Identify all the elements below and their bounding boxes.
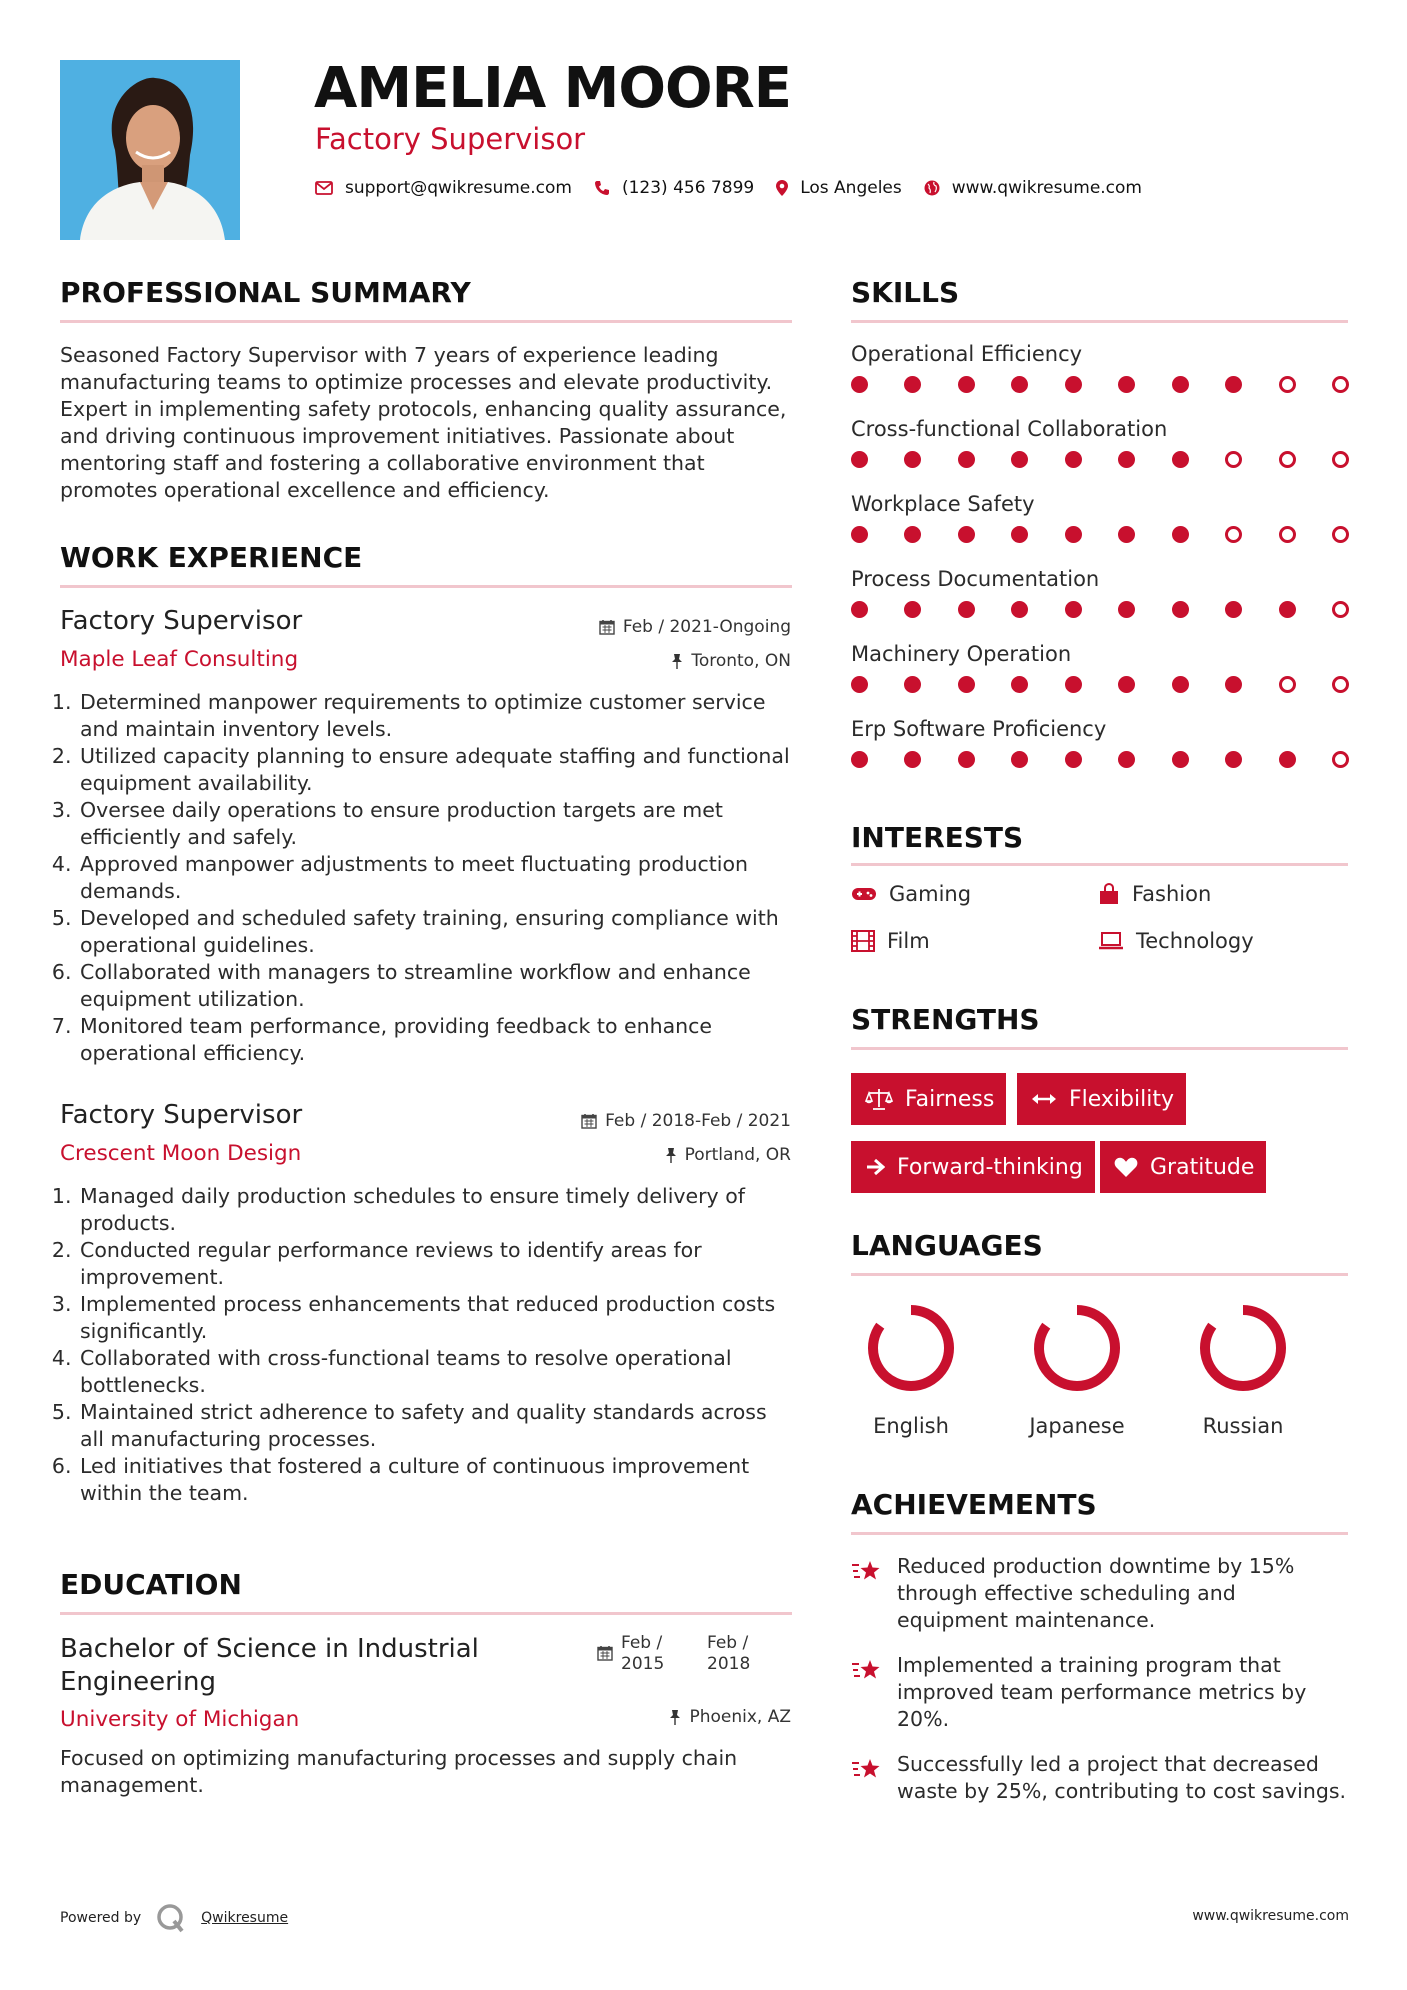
rating-dot-filled: [1011, 601, 1028, 618]
rating-dot-empty: [1332, 376, 1349, 393]
job-company: Maple Leaf Consulting: [60, 647, 299, 672]
interest-label: Technology: [1136, 929, 1254, 953]
job-dates: [581, 1111, 791, 1131]
footer-website[interactable]: www.qwikresume.com: [1192, 1908, 1349, 1924]
rating-dot-filled: [904, 376, 921, 393]
shooting-star-icon: [851, 1656, 883, 1684]
interest-film: [851, 929, 930, 953]
school-name: University of Michigan: [60, 1707, 300, 1732]
language-label: Japanese: [1029, 1414, 1125, 1438]
job-title: Factory Supervisor: [60, 606, 303, 636]
language-progress-arc: [873, 1310, 949, 1386]
rating-dot-filled: [851, 676, 868, 693]
summary-heading: PROFESSIONAL SUMMARY: [60, 276, 471, 309]
education-date-end: Feb / 2018: [707, 1633, 751, 1674]
skill-name: Operational Efficiency: [851, 342, 1083, 366]
skill-rating: [851, 601, 1349, 618]
language-item: [851, 1300, 971, 1438]
achievement-item: [851, 1652, 1348, 1733]
rating-dot-filled: [1172, 526, 1189, 543]
rating-dot-filled: [1065, 601, 1082, 618]
skills-list: [851, 342, 1351, 792]
language-item: [1017, 1300, 1137, 1438]
job-dates-text: Feb / 2021-Ongoing: [622, 617, 791, 637]
strength-label: Gratitude: [1150, 1154, 1255, 1180]
job-dates-text: Feb / 2018-Feb / 2021: [605, 1111, 791, 1131]
education-description: Focused on optimizing manufacturing processes and supply chain management.: [60, 1746, 738, 1797]
rating-dot-filled: [1011, 676, 1028, 693]
interests-heading: INTERESTS: [851, 821, 1024, 854]
rating-dot-empty: [1332, 751, 1349, 768]
gamepad-icon: [851, 886, 877, 902]
pushpin-icon: [665, 1147, 677, 1163]
achievement-item: [851, 1751, 1348, 1805]
skill-rating: [851, 751, 1349, 768]
language-progress-ring: [1017, 1300, 1137, 1396]
rating-dot-filled: [851, 376, 868, 393]
list-item: 3. Implemented process enhancements that reduced production costs significantly.: [78, 1291, 795, 1345]
language-label: Russian: [1202, 1414, 1284, 1438]
location-text: Los Angeles: [800, 178, 902, 198]
rating-dot-filled: [1225, 676, 1242, 693]
rating-dot-empty: [1332, 451, 1349, 468]
rating-dot-empty: [1279, 451, 1296, 468]
skill-rating: [851, 526, 1349, 543]
rating-dot-filled: [1011, 751, 1028, 768]
languages-heading: LANGUAGES: [851, 1229, 1043, 1262]
rating-dot-filled: [958, 376, 975, 393]
language-progress-arc: [1039, 1310, 1115, 1386]
achievements-heading: ACHIEVEMENTS: [851, 1488, 1097, 1521]
rating-dot-filled: [1118, 751, 1135, 768]
summary-divider: [60, 320, 792, 323]
skill-name: Process Documentation: [851, 567, 1100, 591]
envelope-icon: [315, 181, 333, 195]
laptop-icon: [1098, 931, 1124, 951]
skill-name: Workplace Safety: [851, 492, 1035, 516]
skill-row: [851, 417, 1351, 492]
skill-row: [851, 567, 1351, 642]
globe-icon: [924, 180, 940, 196]
rating-dot-empty: [1279, 376, 1296, 393]
languages-divider: [851, 1273, 1348, 1276]
qwikresume-link[interactable]: Qwikresume: [201, 1910, 289, 1926]
rating-dot-empty: [1225, 451, 1242, 468]
rating-dot-filled: [904, 601, 921, 618]
skill-name: Cross-functional Collaboration: [851, 417, 1168, 441]
calendar-icon: [599, 619, 615, 635]
skill-row: [851, 717, 1351, 792]
rating-dot-filled: [958, 451, 975, 468]
skill-row: [851, 342, 1351, 417]
candidate-name: AMELIA MOORE: [314, 56, 791, 121]
rating-dot-empty: [1279, 676, 1296, 693]
achievement-text: Successfully led a project that decreased waste by 25%, contributing to cost savings.: [897, 1752, 1347, 1803]
contact-location: [776, 178, 902, 198]
summary-text: Seasoned Factory Supervisor with 7 years of experience leading manufacturing teams to optimize processes and elevate productivity. Expert in implementing safety protocols, enhancing quality assurance, and driving continuous improvement initiatives. Passionate about mentoring staff and fostering a collaborative environment that promotes operational excellence and efficiency.: [60, 343, 787, 502]
interests-divider: [851, 863, 1348, 866]
language-progress-arc: [1205, 1310, 1281, 1386]
balance-scale-icon: [865, 1087, 893, 1111]
rating-dot-filled: [1225, 376, 1242, 393]
contact-website[interactable]: [924, 178, 1142, 198]
strength-badge: [851, 1073, 1006, 1125]
achievement-text: Implemented a training program that improved team performance metrics by 20%.: [897, 1653, 1307, 1731]
rating-dot-filled: [1172, 451, 1189, 468]
rating-dot-filled: [1118, 526, 1135, 543]
rating-dot-filled: [1065, 676, 1082, 693]
list-item: 1. Determined manpower requirements to optimize customer service and maintain inventory levels.: [78, 689, 795, 743]
languages-list: [851, 1300, 1351, 1450]
skill-rating: [851, 451, 1349, 468]
job-company: Crescent Moon Design: [60, 1141, 302, 1166]
footer-powered-by: [60, 1902, 288, 1934]
job-location: [671, 651, 791, 671]
shopping-bag-icon: [1098, 883, 1120, 905]
interest-label: Film: [887, 929, 930, 953]
contact-phone[interactable]: [594, 178, 754, 198]
rating-dot-filled: [1172, 751, 1189, 768]
list-item: 3. Oversee daily operations to ensure production targets are met efficiently and safely.: [78, 797, 795, 851]
list-item: 6. Led initiatives that fostered a culture of continuous improvement within the team.: [78, 1453, 795, 1507]
education-location: [669, 1707, 791, 1727]
degree-title: Bachelor of Science in Industrial Engineering: [60, 1634, 479, 1697]
job-location: [665, 1145, 791, 1165]
rating-dot-filled: [1118, 676, 1135, 693]
pushpin-icon: [671, 653, 683, 669]
strength-badge: [1017, 1073, 1186, 1125]
list-item: 1. Managed daily production schedules to ensure timely delivery of products.: [78, 1183, 795, 1237]
education-divider: [60, 1612, 792, 1615]
rating-dot-filled: [851, 526, 868, 543]
job-location-text: Portland, OR: [684, 1145, 791, 1165]
job-title: Factory Supervisor: [60, 1100, 303, 1130]
strengths-divider: [851, 1047, 1348, 1050]
interest-fashion: [1098, 882, 1211, 906]
interest-technology: [1098, 929, 1254, 953]
education-date-start: Feb / 2015: [621, 1633, 665, 1674]
rating-dot-filled: [1118, 451, 1135, 468]
rating-dot-filled: [851, 751, 868, 768]
rating-dot-filled: [958, 676, 975, 693]
map-pin-icon: [776, 180, 788, 196]
rating-dot-filled: [1118, 376, 1135, 393]
candidate-title: Factory Supervisor: [315, 122, 586, 156]
calendar-icon: [581, 1113, 597, 1129]
rating-dot-filled: [958, 751, 975, 768]
rating-dot-empty: [1332, 601, 1349, 618]
rating-dot-empty: [1332, 676, 1349, 693]
contact-email[interactable]: [315, 178, 572, 198]
film-icon: [851, 930, 875, 952]
rating-dot-filled: [1225, 751, 1242, 768]
strengths-heading: STRENGTHS: [851, 1003, 1040, 1036]
email-text: support@qwikresume.com: [345, 178, 572, 198]
rating-dot-filled: [1172, 376, 1189, 393]
powered-by-label: Powered by: [60, 1910, 142, 1926]
rating-dot-filled: [904, 751, 921, 768]
rating-dot-empty: [1225, 526, 1242, 543]
heart-icon: [1114, 1157, 1138, 1178]
rating-dot-filled: [958, 526, 975, 543]
rating-dot-filled: [1172, 676, 1189, 693]
shooting-star-icon: [851, 1557, 883, 1585]
phone-text: (123) 456 7899: [621, 178, 755, 198]
arrows-horizontal-icon: [1031, 1092, 1057, 1106]
strength-label: Fairness: [905, 1086, 995, 1112]
rating-dot-filled: [1011, 526, 1028, 543]
education-heading: EDUCATION: [60, 1568, 242, 1601]
profile-photo: [60, 60, 240, 240]
qwikresume-logo-icon: [155, 1902, 187, 1934]
language-progress-ring: [1183, 1300, 1303, 1396]
rating-dot-filled: [851, 601, 868, 618]
rating-dot-filled: [1279, 601, 1296, 618]
rating-dot-filled: [851, 451, 868, 468]
contact-bar: [315, 178, 1164, 198]
skill-row: [851, 642, 1351, 717]
experience-divider: [60, 585, 792, 588]
strength-label: Flexibility: [1069, 1086, 1174, 1112]
skills-heading: SKILLS: [851, 276, 960, 309]
skill-name: Machinery Operation: [851, 642, 1072, 666]
list-item: 2. Conducted regular performance reviews to identify areas for improvement.: [78, 1237, 795, 1291]
shooting-star-icon: [851, 1755, 883, 1783]
rating-dot-filled: [904, 451, 921, 468]
rating-dot-filled: [1011, 451, 1028, 468]
strength-badge: [851, 1141, 1095, 1193]
job-location-text: Toronto, ON: [691, 651, 791, 671]
list-item: 7. Monitored team performance, providing feedback to enhance operational efficiency.: [78, 1013, 795, 1067]
education-location-text: Phoenix, AZ: [689, 1707, 791, 1727]
pushpin-icon: [669, 1709, 681, 1725]
skill-rating: [851, 676, 1349, 693]
achievement-item: [851, 1553, 1348, 1634]
rating-dot-filled: [904, 526, 921, 543]
rating-dot-empty: [1332, 526, 1349, 543]
rating-dot-filled: [1118, 601, 1135, 618]
language-item: [1183, 1300, 1303, 1438]
rating-dot-filled: [904, 676, 921, 693]
language-label: English: [873, 1414, 949, 1438]
skill-row: [851, 492, 1351, 567]
language-progress-ring: [851, 1300, 971, 1396]
list-item: 6. Collaborated with managers to streamline workflow and enhance equipment utilization.: [78, 959, 795, 1013]
strength-badge: [1100, 1141, 1266, 1193]
list-item: 2. Utilized capacity planning to ensure adequate staffing and functional equipment availability.: [78, 743, 795, 797]
list-item: 5. Developed and scheduled safety training, ensuring compliance with operational guidelines.: [78, 905, 795, 959]
interest-gaming: [851, 882, 971, 906]
education-dates: [597, 1633, 777, 1675]
job-dates: [599, 617, 791, 637]
calendar-icon: [597, 1645, 613, 1661]
skills-divider: [851, 320, 1348, 323]
rating-dot-filled: [1225, 601, 1242, 618]
interest-label: Fashion: [1132, 882, 1212, 906]
rating-dot-filled: [958, 601, 975, 618]
rating-dot-filled: [1065, 451, 1082, 468]
skill-rating: [851, 376, 1349, 393]
rating-dot-empty: [1279, 526, 1296, 543]
rating-dot-filled: [1065, 526, 1082, 543]
rating-dot-filled: [1065, 376, 1082, 393]
skill-name: Erp Software Proficiency: [851, 717, 1107, 741]
experience-heading: WORK EXPERIENCE: [60, 541, 363, 574]
list-item: 4. Collaborated with cross-functional teams to resolve operational bottlenecks.: [78, 1345, 795, 1399]
rating-dot-filled: [1172, 601, 1189, 618]
job-bullets: [60, 689, 795, 1067]
rating-dot-filled: [1279, 751, 1296, 768]
rating-dot-filled: [1011, 376, 1028, 393]
list-item: 5. Maintained strict adherence to safety and quality standards across all manufacturing processes.: [78, 1399, 795, 1453]
achievement-text: Reduced production downtime by 15% through effective scheduling and equipment maintenance.: [897, 1554, 1295, 1632]
website-text: www.qwikresume.com: [951, 178, 1142, 198]
job-bullets: [60, 1183, 795, 1507]
interest-label: Gaming: [889, 882, 972, 906]
achievements-divider: [851, 1532, 1348, 1535]
phone-icon: [594, 180, 610, 196]
strength-label: Forward-thinking: [897, 1154, 1083, 1180]
rating-dot-filled: [1065, 751, 1082, 768]
list-item: 4. Approved manpower adjustments to meet fluctuating production demands.: [78, 851, 795, 905]
arrow-right-icon: [865, 1158, 885, 1176]
